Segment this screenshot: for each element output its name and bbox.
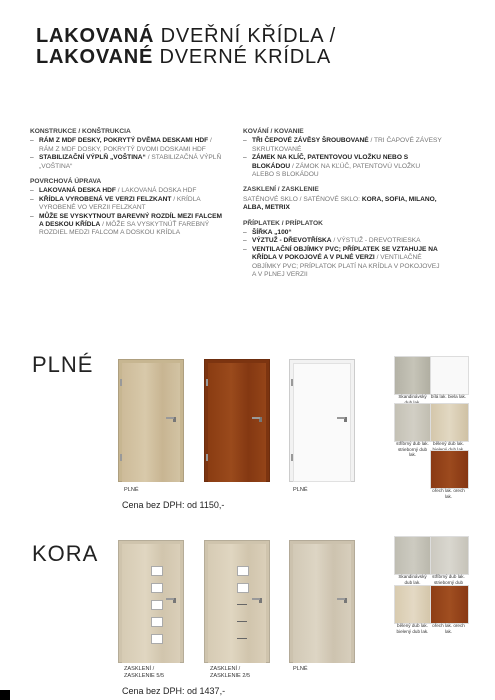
door-plne-1 xyxy=(118,359,184,482)
corner-mark xyxy=(0,690,10,700)
door-handle-icon xyxy=(344,598,347,603)
list-item: – RÁM Z MDF DESKY, POKRYTÝ DVĚMA DESKAMI HDF / RÁM Z MDF DOSKY, POKRYTÝ DVOMI DOSKAMI HDF xyxy=(30,137,225,154)
hinge-icon xyxy=(120,454,122,461)
swatch-label: bílá lak. biela lak. xyxy=(430,394,467,399)
door-leaf xyxy=(122,363,180,482)
groove-line xyxy=(237,621,247,622)
title-line2-light: DVERNÉ KRÍDLA xyxy=(159,46,332,68)
swatch-label: Skandinávský xyxy=(398,394,427,399)
door-caption: PLNÉ xyxy=(293,666,308,672)
glass-pane xyxy=(151,566,163,576)
glass-pane xyxy=(237,583,249,593)
hinge-icon xyxy=(206,454,208,461)
swatch-beleny-dub xyxy=(430,403,469,442)
kora-price: Cena bez DPH: od 1437,- xyxy=(122,686,226,696)
konstrukce-list xyxy=(30,137,225,171)
plne-price: Cena bez DPH: od 1150,- xyxy=(122,500,225,510)
zaskleni-heading: ZASKLENÍ / ZASKLENIE xyxy=(243,186,319,194)
glass-pane xyxy=(151,583,163,593)
swatch-label: ořech lak. orech lak. xyxy=(432,623,465,634)
swatch-label: Skandinávský dub lak. xyxy=(398,574,427,585)
door-leaf xyxy=(208,363,266,482)
list-item: – STABILIZAČNÍ VÝPLŇ „VOŠTINA“ / STABILIZAČNÁ VÝPLŇ „VOŠTINA“ xyxy=(30,154,225,171)
list-item: – LAKOVANÁ DESKA HDF / LAKOVANÁ DOSKA HDF xyxy=(30,187,225,195)
door-caption: ZASKLENÍ / ZASKLENIE 5/5 xyxy=(124,666,165,679)
door-leaf xyxy=(293,363,351,482)
swatch-skandinavsky-dub xyxy=(394,356,433,395)
door-plne-2 xyxy=(204,359,270,482)
konstrukce-heading: KONSTRUKCE / KONŠTRUKCIA xyxy=(30,128,131,135)
door-caption: ZASKLENÍ / ZASKLENIE 2/5 xyxy=(210,666,251,679)
swatch-skandinavsky-dub xyxy=(394,536,433,575)
kovani-heading: KOVÁNÍ / KOVANIE xyxy=(243,128,304,135)
list-item: – KŘÍDLA VYROBENÁ VE VERZI FELZKANT / KRÍDLA VYROBENÉ VO VERZII FELZKANT xyxy=(30,196,225,213)
list-item: – VENTILAČNÍ OBJÍMKY PVC; PŘÍPLATEK SE VZTAHUJE NA KŘÍDLA V POKOJOVÉ A V PLNÉ VERZI / VENTILAČNÉ OBJÍMKY PVC; PRÍPLATOK PLATÍ NA KRÍDLA V POKOJOVEJ A V PLNEJ VERZII xyxy=(243,246,443,280)
door-leaf xyxy=(293,544,351,663)
zaskleni-text: SATÉNOVÉ SKLO / SATÉNOVÉ SKLO: KORA, SOFIA, MILANO, ALBA, METRIX xyxy=(243,195,437,212)
swatch-label: bělený dub lak. xyxy=(433,441,464,446)
hinge-icon xyxy=(291,379,293,386)
povrchova-list xyxy=(30,187,225,237)
title-line1-bold: LAKOVANÁ xyxy=(36,25,155,47)
swatch-stribrny-dub xyxy=(394,403,433,442)
left-spec-column xyxy=(30,128,225,245)
title-line2-bold: LAKOVANÉ xyxy=(36,46,154,68)
title-line1-light: DVEŘNÍ KŘÍDLA / xyxy=(160,25,336,47)
kora-section-title: KORA xyxy=(32,541,99,566)
swatch-label: ořech lak. orech lak. xyxy=(432,488,465,499)
hinge-icon xyxy=(291,454,293,461)
swatch-label: stříbrný dub lak. strieborný dub lak. xyxy=(396,441,429,458)
groove-line xyxy=(237,638,247,639)
door-handle-icon xyxy=(173,598,176,603)
swatch-orech xyxy=(430,585,469,624)
glass-pane xyxy=(151,617,163,627)
swatch-beleny-dub xyxy=(394,585,433,624)
list-item: – ŠÍŘKA „100“ xyxy=(243,229,443,237)
door-handle-icon xyxy=(173,417,176,422)
swatch-stribrny-dub xyxy=(430,536,469,575)
swatch-orech xyxy=(430,450,469,489)
glass-pane xyxy=(237,566,249,576)
page-title xyxy=(36,26,336,68)
right-spec-column xyxy=(243,128,443,287)
swatch-label: stříbrný dub lak. strieborný dub xyxy=(432,574,465,585)
povrchova-heading: POVRCHOVÁ ÚPRAVA xyxy=(30,178,102,186)
hinge-icon xyxy=(120,379,122,386)
door-kora-2-5 xyxy=(204,540,270,663)
plne-section-title: PLNÉ xyxy=(32,352,94,377)
door-plne-3 xyxy=(289,359,355,482)
list-item: – TŘI ČEPOVÉ ZÁVĚSY ŠROUBOVANÉ / TRI ČAPOVÉ ZÁVESY SKRUTKOVANÉ xyxy=(243,137,443,154)
door-kora-plne xyxy=(289,540,355,663)
priplatek-list xyxy=(243,229,443,279)
groove-line xyxy=(237,604,247,605)
door-caption: PLNÉ xyxy=(124,487,139,493)
hinge-icon xyxy=(206,379,208,386)
swatch-bila xyxy=(430,356,469,395)
door-handle-icon xyxy=(259,417,262,422)
glass-pane xyxy=(151,634,163,644)
list-item: – MŮŽE SE VYSKYTNOUT BAREVNÝ ROZDÍL MEZI FALCEM A DESKOU KŘÍDLA / MÔŽE SA VYSKYTNÚŤ FAREBNÝ ROZDIEL MEDZI FALCOM A DOSKOU KRÍDLA xyxy=(30,213,225,238)
kovani-list xyxy=(243,137,443,179)
door-handle-icon xyxy=(259,598,262,603)
list-item: – ZÁMEK NA KLÍČ, PATENTOVOU VLOŽKU NEBO S BLOKÁDOU / ZÁMOK NA KĽÚČ, PATENTOVÚ VLOŽKU ALEBO S BLOKÁDOU xyxy=(243,154,443,179)
priplatek-heading: PŘÍPLATEK / PRÍPLATOK xyxy=(243,219,323,227)
glass-pane xyxy=(151,600,163,610)
door-handle-icon xyxy=(344,417,347,422)
door-caption: PLNÉ xyxy=(293,487,308,493)
swatch-label: bělený dub lak. bielený dub lak. xyxy=(396,623,429,634)
door-kora-5-5 xyxy=(118,540,184,663)
list-item: – VÝZTUŽ - DŘEVOTŘÍSKA / VÝSTUŽ - DREVOTRIESKA xyxy=(243,237,443,245)
